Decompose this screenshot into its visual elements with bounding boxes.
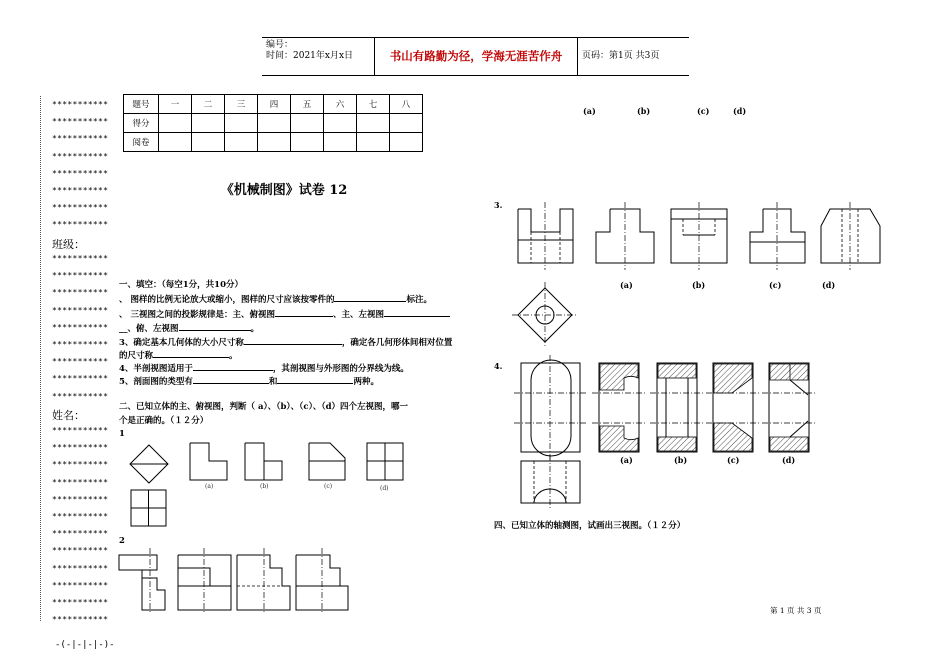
sidebar-star-row: *********** (52, 151, 109, 161)
q1-text: 、 图样的比例无论放大或缩小，图样的尺寸应该按零件的 (119, 295, 335, 305)
page-label: 页码：第1页 共3页 (582, 51, 660, 61)
score-header-cell: 四 (258, 95, 291, 114)
grader-row-label: 阅卷 (124, 133, 159, 152)
q3b-text: 的尺寸称 (119, 351, 154, 361)
sidebar-star-row: *********** (52, 357, 109, 367)
q1-option-b (245, 443, 282, 480)
motto: 书山有路勤为径，学海无涯苦作舟 (374, 38, 578, 75)
q4-label-a: (a) (620, 455, 633, 465)
q2b-text: __、俯、左视图 (119, 324, 179, 334)
time-label: 时间：2021年x月x日 (266, 51, 354, 61)
q3-label-c: (c) (769, 280, 782, 290)
q5-text: 5、剖面图的类型有 (119, 377, 193, 387)
sidebar-star-row: *********** (52, 220, 109, 230)
q4-option-b (650, 363, 704, 452)
sidebar-star-row: *********** (52, 254, 109, 263)
q2b-suffix: 。 (250, 324, 260, 334)
number-label: 编号： (266, 40, 294, 50)
q3-option-a (596, 202, 654, 270)
sidebar-star-row: *********** (52, 546, 109, 556)
q3-label-a: (a) (620, 280, 633, 290)
section4-heading: 四、已知立体的轴测图，试画出三视图。（１２分） (494, 521, 686, 531)
top-label-a: (a) (583, 106, 596, 116)
sidebar-star-row: *********** (52, 563, 109, 573)
sidebar-star-row: *********** (52, 477, 109, 487)
q3b-suffix: 。 (229, 351, 238, 361)
sidebar-star-row: *********** (52, 580, 109, 590)
q1-label-a: (a) (205, 483, 214, 490)
sidebar-star-row: *********** (52, 615, 109, 625)
top-label-d: (d) (733, 106, 747, 116)
q2-option-b (237, 548, 290, 612)
q3-option-b (671, 202, 727, 270)
sidebar-star-row: *********** (52, 529, 109, 539)
sidebar-star-row: *********** (52, 168, 109, 178)
top-label-c: (c) (697, 106, 710, 116)
sidebar-star-row: *********** (52, 117, 109, 127)
bottom-marks: -(-|-|-|-)- (55, 640, 115, 650)
score-header-cell: 一 (159, 95, 192, 114)
q1-label-b: (b) (260, 483, 269, 490)
q4-suffix: ，其剖视图与外形图的分界线为线。 (272, 364, 409, 374)
q4-option-c (706, 363, 760, 452)
q4-number: 4. (494, 361, 503, 371)
sidebar-star-row: *********** (52, 426, 109, 435)
sidebar-star-row: *********** (52, 305, 109, 315)
section2-heading-line2: 个是正确的。（１２分） (119, 416, 209, 426)
q3-label-d: (d) (822, 280, 836, 290)
sidebar-star-row: *********** (52, 134, 109, 144)
q4-label-c: (c) (727, 455, 740, 465)
q4-option-d (762, 363, 816, 452)
q3-mid: ，确定各几何形体间相对位置 (341, 338, 453, 348)
sidebar-star-row: *********** (52, 186, 109, 195)
top-label-b: (b) (637, 106, 651, 116)
score-header-cell: 二 (192, 95, 225, 114)
sidebar-star-row: *********** (52, 460, 109, 470)
section1-heading: 一、填空：（每空1分，共10分） (119, 280, 243, 290)
sidebar-star-row: *********** (52, 203, 109, 213)
name-label: 姓名： (52, 409, 85, 422)
q3-front-view (518, 202, 573, 270)
section2-heading-line1: 二、已知立体的主、俯视图，判断（ a）、（b）、（c）、（d）四个左视图，哪一 (119, 402, 409, 412)
q2-text: 、 三视图之间的投影规律是：主、俯视图 (119, 310, 275, 320)
q1-label-c: (c) (324, 483, 333, 490)
q2-option-c (296, 548, 348, 612)
sidebar-star-row: *********** (52, 288, 109, 298)
q1-suffix: 标注。 (406, 295, 432, 305)
q1-front-view (130, 445, 168, 483)
sidebar-star-row: *********** (52, 512, 109, 521)
sidebar-star-row: *********** (52, 322, 109, 332)
score-row-label: 得分 (124, 114, 159, 133)
q1-label-d: (d) (380, 485, 389, 492)
sidebar-star-row: *********** (52, 391, 109, 401)
q4-label-b: (b) (674, 455, 688, 465)
exam-title: 《机械制图》试卷 12 (220, 183, 348, 198)
q4-option-a (592, 363, 646, 452)
sidebar-star-row: *********** (52, 494, 109, 504)
q4-label-d: (d) (782, 455, 796, 465)
q5-mid: 和 (268, 377, 278, 387)
sidebar-star-row: *********** (52, 100, 109, 109)
q3-number: 3. (494, 200, 503, 210)
class-label: 班级： (52, 238, 85, 251)
q3-option-d (821, 202, 880, 270)
q2-number: 2 (119, 536, 125, 546)
score-header-cell: 三 (225, 95, 258, 114)
score-header-cell: 七 (357, 95, 390, 114)
q4-front-view (514, 355, 587, 460)
q3-text: 3、确定基本几何体的大小尺寸称 (119, 338, 244, 348)
q2-front-view (119, 548, 165, 612)
q5-suffix: 两种。 (353, 377, 379, 387)
q3-top-view (512, 282, 578, 348)
q1-option-a (190, 443, 227, 480)
q4-text: 4、半剖视图适用于 (119, 364, 193, 374)
q1-top-view (131, 490, 166, 526)
q4-top-view (521, 455, 580, 508)
score-header-cell: 八 (390, 95, 423, 114)
sidebar-star-row: *********** (52, 340, 109, 349)
q1-option-c (309, 443, 345, 480)
score-header-cell: 六 (324, 95, 357, 114)
q3-label-b: (b) (692, 280, 706, 290)
score-header-cell: 题号 (124, 95, 159, 114)
sidebar-star-row: *********** (52, 271, 109, 281)
q2-mid: 、主、左视图 (332, 310, 384, 320)
score-header-cell: 五 (291, 95, 324, 114)
q2-option-a (178, 548, 231, 612)
q1-number: 1 (119, 429, 125, 439)
sidebar-star-row: *********** (52, 598, 109, 607)
sidebar-star-row: *********** (52, 443, 109, 453)
sidebar-star-row: *********** (52, 374, 109, 384)
footer-page: 第 1 页 共 3 页 (770, 606, 822, 615)
q3-option-c (750, 202, 805, 270)
q1-option-d (367, 443, 403, 480)
